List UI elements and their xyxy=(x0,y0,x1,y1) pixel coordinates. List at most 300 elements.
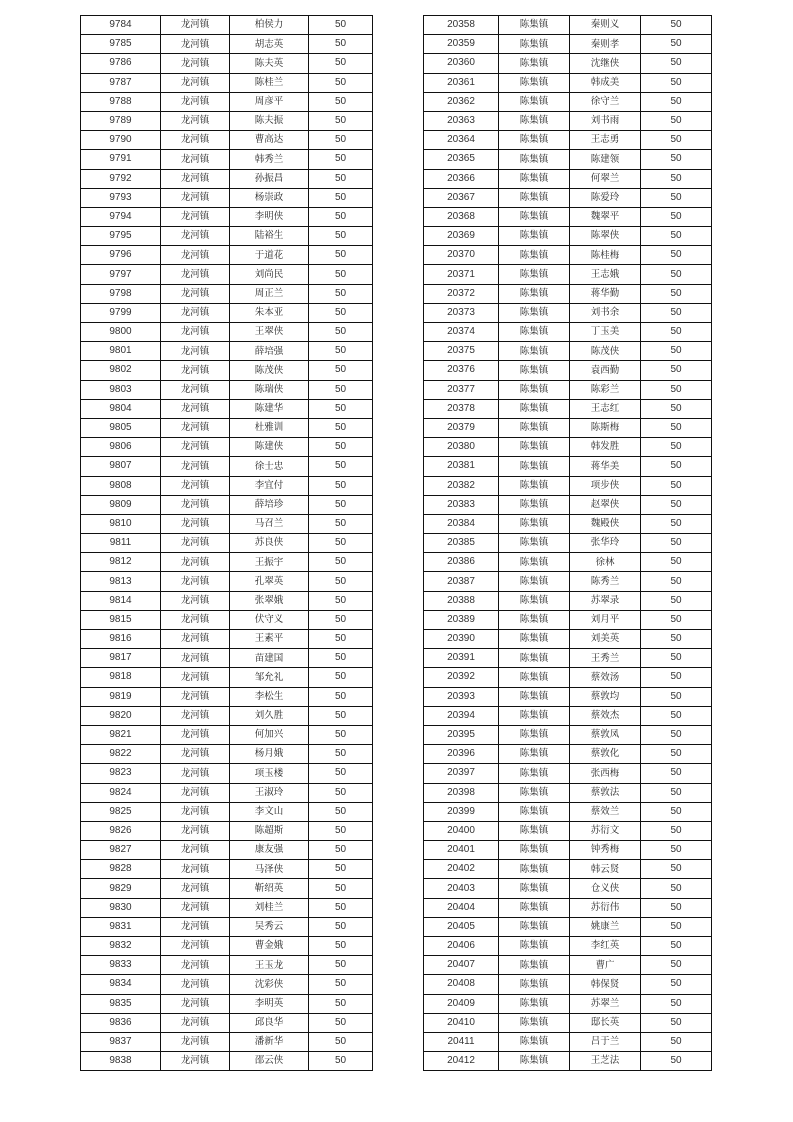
name-cell: 秦则义 xyxy=(570,16,641,35)
amount-cell: 50 xyxy=(309,956,373,975)
row-id-cell: 9822 xyxy=(81,745,161,764)
amount-cell: 50 xyxy=(641,917,712,936)
table-row xyxy=(81,303,373,322)
table-row xyxy=(424,54,712,73)
amount-cell: 50 xyxy=(641,188,712,207)
name-cell: 孙振昌 xyxy=(230,169,309,188)
amount-cell: 50 xyxy=(309,975,373,994)
table-row xyxy=(424,994,712,1013)
row-id-cell: 20366 xyxy=(424,169,499,188)
town-cell: 陈集镇 xyxy=(499,131,570,150)
table-row xyxy=(81,265,373,284)
name-cell: 蔡敦凤 xyxy=(570,725,641,744)
amount-cell: 50 xyxy=(309,323,373,342)
name-cell: 康友强 xyxy=(230,841,309,860)
row-id-cell: 9802 xyxy=(81,361,161,380)
row-id-cell: 9809 xyxy=(81,495,161,514)
town-cell: 龙河镇 xyxy=(161,860,230,879)
row-id-cell: 20380 xyxy=(424,438,499,457)
table-row xyxy=(81,284,373,303)
row-id-cell: 20409 xyxy=(424,994,499,1013)
town-cell: 陈集镇 xyxy=(499,706,570,725)
amount-cell: 50 xyxy=(309,476,373,495)
row-id-cell: 20412 xyxy=(424,1052,499,1071)
table-row xyxy=(81,438,373,457)
row-id-cell: 9814 xyxy=(81,591,161,610)
amount-cell: 50 xyxy=(309,553,373,572)
town-cell: 龙河镇 xyxy=(161,418,230,437)
table-row xyxy=(424,956,712,975)
name-cell: 伏守义 xyxy=(230,610,309,629)
amount-cell: 50 xyxy=(309,284,373,303)
name-cell: 蔡敦法 xyxy=(570,783,641,802)
row-id-cell: 20400 xyxy=(424,821,499,840)
row-id-cell: 20402 xyxy=(424,860,499,879)
name-cell: 陈桂梅 xyxy=(570,246,641,265)
table-row xyxy=(81,207,373,226)
table-row xyxy=(81,495,373,514)
row-id-cell: 9827 xyxy=(81,841,161,860)
town-cell: 陈集镇 xyxy=(499,1032,570,1051)
table-row xyxy=(424,745,712,764)
name-cell: 韩发胜 xyxy=(570,438,641,457)
table-row xyxy=(424,418,712,437)
name-cell: 陆裕生 xyxy=(230,227,309,246)
row-id-cell: 20369 xyxy=(424,227,499,246)
amount-cell: 50 xyxy=(309,399,373,418)
town-cell: 龙河镇 xyxy=(161,188,230,207)
table-row xyxy=(81,745,373,764)
amount-cell: 50 xyxy=(641,745,712,764)
town-cell: 陈集镇 xyxy=(499,361,570,380)
row-id-cell: 9803 xyxy=(81,380,161,399)
name-cell: 秦则孝 xyxy=(570,35,641,54)
table-row xyxy=(424,860,712,879)
amount-cell: 50 xyxy=(641,399,712,418)
amount-cell: 50 xyxy=(309,687,373,706)
town-cell: 陈集镇 xyxy=(499,745,570,764)
town-cell: 龙河镇 xyxy=(161,169,230,188)
town-cell: 龙河镇 xyxy=(161,1052,230,1071)
row-id-cell: 9806 xyxy=(81,438,161,457)
amount-cell: 50 xyxy=(641,169,712,188)
table-row xyxy=(424,399,712,418)
town-cell: 龙河镇 xyxy=(161,342,230,361)
name-cell: 苏衍文 xyxy=(570,821,641,840)
town-cell: 龙河镇 xyxy=(161,495,230,514)
name-cell: 蔡敦均 xyxy=(570,687,641,706)
amount-cell: 50 xyxy=(641,630,712,649)
table-row xyxy=(81,188,373,207)
town-cell: 陈集镇 xyxy=(499,956,570,975)
row-id-cell: 9799 xyxy=(81,303,161,322)
table-row xyxy=(424,380,712,399)
table-row xyxy=(424,937,712,956)
amount-cell: 50 xyxy=(641,150,712,169)
amount-cell: 50 xyxy=(641,975,712,994)
row-id-cell: 9829 xyxy=(81,879,161,898)
amount-cell: 50 xyxy=(309,534,373,553)
table-row xyxy=(81,54,373,73)
name-cell: 刘美英 xyxy=(570,630,641,649)
amount-cell: 50 xyxy=(641,725,712,744)
town-cell: 龙河镇 xyxy=(161,764,230,783)
table-row xyxy=(424,265,712,284)
row-id-cell: 9791 xyxy=(81,150,161,169)
town-cell: 陈集镇 xyxy=(499,725,570,744)
row-id-cell: 9786 xyxy=(81,54,161,73)
table-row xyxy=(424,898,712,917)
town-cell: 陈集镇 xyxy=(499,73,570,92)
name-cell: 陈超斯 xyxy=(230,821,309,840)
town-cell: 龙河镇 xyxy=(161,227,230,246)
name-cell: 项步侠 xyxy=(570,476,641,495)
row-id-cell: 9820 xyxy=(81,706,161,725)
amount-cell: 50 xyxy=(309,265,373,284)
amount-cell: 50 xyxy=(309,418,373,437)
name-cell: 刘桂兰 xyxy=(230,898,309,917)
table-row xyxy=(424,649,712,668)
name-cell: 马召兰 xyxy=(230,514,309,533)
name-cell: 陈夫英 xyxy=(230,54,309,73)
amount-cell: 50 xyxy=(309,630,373,649)
row-id-cell: 20399 xyxy=(424,802,499,821)
amount-cell: 50 xyxy=(641,534,712,553)
name-cell: 吕于兰 xyxy=(570,1032,641,1051)
amount-cell: 50 xyxy=(641,111,712,130)
table-row xyxy=(424,841,712,860)
row-id-cell: 9790 xyxy=(81,131,161,150)
row-id-cell: 20362 xyxy=(424,92,499,111)
name-cell: 邸长英 xyxy=(570,1013,641,1032)
row-id-cell: 9828 xyxy=(81,860,161,879)
town-cell: 陈集镇 xyxy=(499,860,570,879)
name-cell: 韩保贤 xyxy=(570,975,641,994)
amount-cell: 50 xyxy=(309,303,373,322)
town-cell: 陈集镇 xyxy=(499,246,570,265)
amount-cell: 50 xyxy=(309,495,373,514)
table-row xyxy=(81,514,373,533)
amount-cell: 50 xyxy=(309,131,373,150)
table-row xyxy=(81,994,373,1013)
row-id-cell: 20361 xyxy=(424,73,499,92)
town-cell: 陈集镇 xyxy=(499,898,570,917)
amount-cell: 50 xyxy=(309,1032,373,1051)
amount-cell: 50 xyxy=(641,92,712,111)
table-row xyxy=(81,342,373,361)
name-cell: 陈秀兰 xyxy=(570,572,641,591)
row-id-cell: 20391 xyxy=(424,649,499,668)
amount-cell: 50 xyxy=(309,994,373,1013)
amount-cell: 50 xyxy=(309,438,373,457)
name-cell: 王志勇 xyxy=(570,131,641,150)
town-cell: 龙河镇 xyxy=(161,111,230,130)
name-cell: 陈建领 xyxy=(570,150,641,169)
table-row xyxy=(81,380,373,399)
row-id-cell: 20363 xyxy=(424,111,499,130)
amount-cell: 50 xyxy=(641,418,712,437)
row-id-cell: 9794 xyxy=(81,207,161,226)
town-cell: 龙河镇 xyxy=(161,956,230,975)
row-id-cell: 20385 xyxy=(424,534,499,553)
amount-cell: 50 xyxy=(309,706,373,725)
amount-cell: 50 xyxy=(641,841,712,860)
row-id-cell: 9824 xyxy=(81,783,161,802)
name-cell: 陈翠侠 xyxy=(570,227,641,246)
amount-cell: 50 xyxy=(641,572,712,591)
table-row xyxy=(424,35,712,54)
amount-cell: 50 xyxy=(641,16,712,35)
town-cell: 龙河镇 xyxy=(161,687,230,706)
amount-cell: 50 xyxy=(641,54,712,73)
amount-cell: 50 xyxy=(309,764,373,783)
town-cell: 陈集镇 xyxy=(499,937,570,956)
town-cell: 陈集镇 xyxy=(499,227,570,246)
town-cell: 陈集镇 xyxy=(499,92,570,111)
table-row xyxy=(424,342,712,361)
amount-cell: 50 xyxy=(309,1052,373,1071)
table-row xyxy=(424,73,712,92)
row-id-cell: 20377 xyxy=(424,380,499,399)
town-cell: 陈集镇 xyxy=(499,649,570,668)
name-cell: 周彦平 xyxy=(230,92,309,111)
name-cell: 邵云侠 xyxy=(230,1052,309,1071)
table-row xyxy=(81,687,373,706)
name-cell: 于道花 xyxy=(230,246,309,265)
amount-cell: 50 xyxy=(641,898,712,917)
town-cell: 陈集镇 xyxy=(499,207,570,226)
amount-cell: 50 xyxy=(309,227,373,246)
town-cell: 陈集镇 xyxy=(499,821,570,840)
town-cell: 陈集镇 xyxy=(499,514,570,533)
table-row xyxy=(424,438,712,457)
amount-cell: 50 xyxy=(641,591,712,610)
row-id-cell: 9795 xyxy=(81,227,161,246)
row-id-cell: 9796 xyxy=(81,246,161,265)
row-id-cell: 20364 xyxy=(424,131,499,150)
amount-cell: 50 xyxy=(309,73,373,92)
amount-cell: 50 xyxy=(641,265,712,284)
town-cell: 陈集镇 xyxy=(499,323,570,342)
row-id-cell: 20401 xyxy=(424,841,499,860)
amount-cell: 50 xyxy=(309,1013,373,1032)
town-cell: 陈集镇 xyxy=(499,303,570,322)
town-cell: 陈集镇 xyxy=(499,169,570,188)
row-id-cell: 20381 xyxy=(424,457,499,476)
amount-cell: 50 xyxy=(309,380,373,399)
row-id-cell: 20373 xyxy=(424,303,499,322)
row-id-cell: 20392 xyxy=(424,668,499,687)
table-row xyxy=(424,821,712,840)
name-cell: 项玉楼 xyxy=(230,764,309,783)
name-cell: 陈爱玲 xyxy=(570,188,641,207)
amount-cell: 50 xyxy=(309,649,373,668)
row-id-cell: 20384 xyxy=(424,514,499,533)
amount-cell: 50 xyxy=(309,860,373,879)
amount-cell: 50 xyxy=(641,802,712,821)
table-row xyxy=(424,706,712,725)
town-cell: 陈集镇 xyxy=(499,687,570,706)
name-cell: 王淑玲 xyxy=(230,783,309,802)
amount-cell: 50 xyxy=(309,937,373,956)
amount-cell: 50 xyxy=(309,35,373,54)
name-cell: 陈茂侠 xyxy=(570,342,641,361)
row-id-cell: 20406 xyxy=(424,937,499,956)
name-cell: 苏翠兰 xyxy=(570,994,641,1013)
town-cell: 龙河镇 xyxy=(161,668,230,687)
row-id-cell: 9801 xyxy=(81,342,161,361)
town-cell: 龙河镇 xyxy=(161,92,230,111)
name-cell: 陈建侠 xyxy=(230,438,309,457)
town-cell: 陈集镇 xyxy=(499,917,570,936)
amount-cell: 50 xyxy=(641,227,712,246)
row-id-cell: 9817 xyxy=(81,649,161,668)
table-row xyxy=(424,610,712,629)
town-cell: 龙河镇 xyxy=(161,534,230,553)
row-id-cell: 9816 xyxy=(81,630,161,649)
amount-cell: 50 xyxy=(309,610,373,629)
name-cell: 丁玉美 xyxy=(570,323,641,342)
table-row xyxy=(81,246,373,265)
table-row xyxy=(424,150,712,169)
town-cell: 龙河镇 xyxy=(161,841,230,860)
town-cell: 陈集镇 xyxy=(499,111,570,130)
row-id-cell: 20397 xyxy=(424,764,499,783)
town-cell: 龙河镇 xyxy=(161,16,230,35)
name-cell: 陈夫振 xyxy=(230,111,309,130)
row-id-cell: 20410 xyxy=(424,1013,499,1032)
name-cell: 魏殿侠 xyxy=(570,514,641,533)
table-row xyxy=(424,169,712,188)
amount-cell: 50 xyxy=(309,572,373,591)
amount-cell: 50 xyxy=(641,1032,712,1051)
table-row xyxy=(81,476,373,495)
table-row xyxy=(81,572,373,591)
table-row xyxy=(424,668,712,687)
row-id-cell: 20403 xyxy=(424,879,499,898)
table-row xyxy=(424,323,712,342)
table-row xyxy=(424,514,712,533)
name-cell: 赵翠侠 xyxy=(570,495,641,514)
left-table-body xyxy=(81,16,373,1071)
amount-cell: 50 xyxy=(641,956,712,975)
table-row xyxy=(424,361,712,380)
town-cell: 龙河镇 xyxy=(161,380,230,399)
name-cell: 刘书雨 xyxy=(570,111,641,130)
amount-cell: 50 xyxy=(641,994,712,1013)
row-id-cell: 20376 xyxy=(424,361,499,380)
name-cell: 王翠侠 xyxy=(230,323,309,342)
name-cell: 苗建国 xyxy=(230,649,309,668)
name-cell: 邹允礼 xyxy=(230,668,309,687)
name-cell: 张西梅 xyxy=(570,764,641,783)
table-row xyxy=(424,476,712,495)
town-cell: 陈集镇 xyxy=(499,342,570,361)
row-id-cell: 20393 xyxy=(424,687,499,706)
amount-cell: 50 xyxy=(309,111,373,130)
town-cell: 龙河镇 xyxy=(161,207,230,226)
row-id-cell: 9789 xyxy=(81,111,161,130)
amount-cell: 50 xyxy=(641,361,712,380)
town-cell: 龙河镇 xyxy=(161,725,230,744)
row-id-cell: 9787 xyxy=(81,73,161,92)
table-row xyxy=(81,92,373,111)
name-cell: 韩成美 xyxy=(570,73,641,92)
row-id-cell: 20389 xyxy=(424,610,499,629)
name-cell: 王素平 xyxy=(230,630,309,649)
town-cell: 龙河镇 xyxy=(161,572,230,591)
amount-cell: 50 xyxy=(309,169,373,188)
table-row xyxy=(81,16,373,35)
town-cell: 龙河镇 xyxy=(161,994,230,1013)
table-row xyxy=(81,323,373,342)
town-cell: 陈集镇 xyxy=(499,783,570,802)
row-id-cell: 9793 xyxy=(81,188,161,207)
table-row xyxy=(81,706,373,725)
town-cell: 陈集镇 xyxy=(499,610,570,629)
row-id-cell: 9825 xyxy=(81,802,161,821)
table-row xyxy=(424,303,712,322)
name-cell: 陈建华 xyxy=(230,399,309,418)
amount-cell: 50 xyxy=(309,342,373,361)
row-id-cell: 9811 xyxy=(81,534,161,553)
row-id-cell: 9831 xyxy=(81,917,161,936)
amount-cell: 50 xyxy=(641,457,712,476)
row-id-cell: 9805 xyxy=(81,418,161,437)
row-id-cell: 20367 xyxy=(424,188,499,207)
table-row xyxy=(81,399,373,418)
table-row xyxy=(81,956,373,975)
town-cell: 陈集镇 xyxy=(499,841,570,860)
row-id-cell: 20394 xyxy=(424,706,499,725)
amount-cell: 50 xyxy=(641,821,712,840)
row-id-cell: 9838 xyxy=(81,1052,161,1071)
name-cell: 韩秀兰 xyxy=(230,150,309,169)
town-cell: 龙河镇 xyxy=(161,898,230,917)
table-row xyxy=(424,591,712,610)
name-cell: 邱良华 xyxy=(230,1013,309,1032)
table-row xyxy=(424,725,712,744)
town-cell: 陈集镇 xyxy=(499,802,570,821)
name-cell: 陈彩兰 xyxy=(570,380,641,399)
town-cell: 龙河镇 xyxy=(161,361,230,380)
name-cell: 蔡效杰 xyxy=(570,706,641,725)
town-cell: 陈集镇 xyxy=(499,418,570,437)
name-cell: 张翠娥 xyxy=(230,591,309,610)
town-cell: 龙河镇 xyxy=(161,438,230,457)
row-id-cell: 9785 xyxy=(81,35,161,54)
town-cell: 龙河镇 xyxy=(161,284,230,303)
name-cell: 胡志英 xyxy=(230,35,309,54)
table-row xyxy=(424,188,712,207)
town-cell: 陈集镇 xyxy=(499,1052,570,1071)
town-cell: 陈集镇 xyxy=(499,495,570,514)
table-row xyxy=(424,802,712,821)
amount-cell: 50 xyxy=(641,246,712,265)
name-cell: 徐士忠 xyxy=(230,457,309,476)
amount-cell: 50 xyxy=(641,610,712,629)
row-id-cell: 9837 xyxy=(81,1032,161,1051)
town-cell: 陈集镇 xyxy=(499,35,570,54)
row-id-cell: 20386 xyxy=(424,553,499,572)
row-id-cell: 20374 xyxy=(424,323,499,342)
name-cell: 刘尚民 xyxy=(230,265,309,284)
name-cell: 陈瑞侠 xyxy=(230,380,309,399)
row-id-cell: 9788 xyxy=(81,92,161,111)
name-cell: 苏衍伟 xyxy=(570,898,641,917)
name-cell: 姚康兰 xyxy=(570,917,641,936)
amount-cell: 50 xyxy=(309,188,373,207)
